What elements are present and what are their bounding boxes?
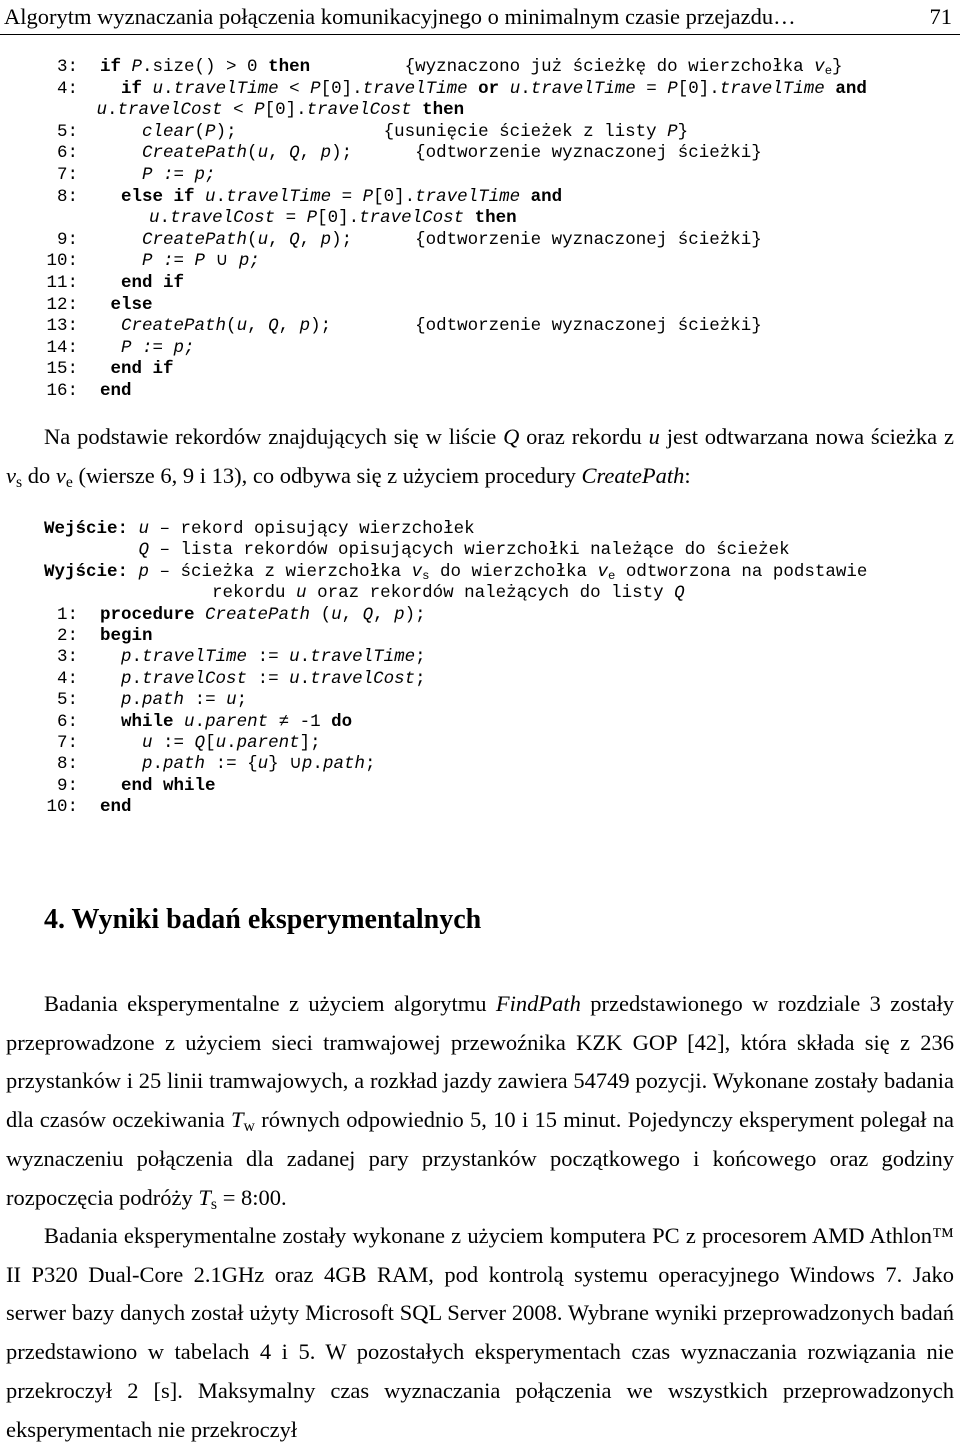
identifier: P [667, 78, 678, 99]
identifier: u [257, 229, 269, 250]
identifier: travelCost [117, 100, 223, 121]
identifier: u [509, 78, 521, 99]
code-text [100, 165, 216, 186]
code-text [100, 712, 352, 733]
code-text [100, 57, 843, 78]
identifier: v [6, 462, 16, 488]
subscript: s [422, 568, 430, 583]
identifier: p [394, 604, 405, 625]
text-run: , [268, 229, 290, 250]
line-number: 6: [56, 143, 78, 164]
subscript: s [210, 1195, 218, 1213]
identifier: p [320, 143, 332, 164]
line-number: 2: [56, 626, 78, 646]
text-run: ); {odtworzenie wyznaczonej ścieżki} [310, 316, 762, 337]
text-run: – lista rekordów opisujących wierzchołki należące do ścieżek [149, 540, 790, 561]
identifier: clear [142, 121, 195, 142]
line-number: 8: [56, 186, 78, 207]
identifier: u [236, 316, 248, 337]
identifier: T [231, 1107, 244, 1133]
code-text [100, 295, 153, 316]
identifier: u [648, 424, 660, 449]
text-run [100, 251, 142, 271]
identifier: CreatePath [581, 462, 685, 488]
identifier: travelTime [719, 78, 825, 99]
text-run [44, 208, 149, 228]
keyword: end [100, 797, 132, 818]
line-number: 6: [56, 711, 78, 732]
identifier: p [138, 561, 150, 582]
identifier: Q [503, 424, 520, 449]
running-header [0, 0, 960, 35]
text-run [100, 690, 121, 710]
text-run: . [131, 668, 143, 689]
identifier: u [226, 690, 237, 711]
text-run: : [684, 462, 691, 488]
text-run [100, 122, 142, 142]
text-run [100, 359, 111, 379]
keyword: and [520, 186, 563, 207]
identifier: p; [238, 251, 260, 272]
code-text [100, 690, 247, 711]
text-run: ≠ -1 [268, 711, 332, 732]
keyword: begin [100, 626, 153, 646]
line-number: 7: [56, 733, 78, 753]
identifier: u [296, 583, 307, 604]
identifier: p [121, 668, 132, 689]
text-run: := [247, 647, 290, 668]
identifier: Q [362, 604, 374, 625]
text-run: [ [205, 733, 216, 753]
line-number: 10: [46, 797, 78, 818]
text-run: ( [247, 229, 258, 250]
identifier: v [55, 462, 66, 488]
code-text [100, 316, 762, 337]
keyword: end if [110, 359, 174, 380]
text-run: = [635, 78, 668, 99]
text-run [100, 273, 121, 293]
identifier: travelCost [306, 100, 412, 121]
identifier: parent [236, 733, 300, 753]
text-run: ; [415, 647, 426, 668]
identifier: u [289, 647, 300, 668]
text-run: ( [226, 316, 237, 337]
text-run: [0]. [373, 186, 416, 207]
identifier: u [138, 519, 150, 539]
text-run: równych odpowiednio 5, 10 i 15 minut. Pojedynczy eksperyment polegał na wyznaczeniu połączenia dla zadanej pary przystanków początkowego i końcowego oraz godziny rozpoczęcia podróży [6, 1107, 954, 1210]
keyword: then [268, 57, 311, 77]
code-text [100, 273, 184, 294]
text-run: – rekord opisujący wierzchołek [149, 519, 475, 539]
text-run [100, 647, 121, 667]
text-run: ; [364, 754, 376, 775]
identifier: u [205, 186, 216, 207]
identifier: p [299, 316, 311, 337]
text-run: < [222, 100, 255, 121]
text-run: , [341, 604, 363, 625]
text-run: {wyznaczono już ścieżkę do wierzchołka [310, 57, 815, 77]
keyword: else if [121, 186, 206, 207]
identifier: Q [289, 143, 300, 164]
text-run [100, 295, 111, 315]
keyword: else [110, 294, 153, 315]
identifier: v [597, 561, 608, 582]
line-number: 15: [46, 359, 78, 380]
line-number: 4: [56, 78, 78, 99]
text-run: – ścieżka z wierzchołka [149, 561, 412, 582]
identifier: u [142, 733, 153, 753]
identifier: P [310, 78, 321, 99]
identifier: p [320, 229, 332, 250]
line-number: 12: [46, 294, 78, 315]
identifier: Q [194, 733, 206, 753]
text-run: .size() > 0 [142, 57, 269, 77]
identifier: FindPath [495, 991, 581, 1016]
identifier: u [257, 754, 269, 775]
code-text [100, 251, 260, 272]
text-run [100, 776, 121, 796]
text-run: . [159, 208, 171, 229]
text-run: ( [247, 143, 258, 164]
identifier: P [362, 186, 374, 207]
subscript: e [824, 64, 833, 79]
identifier: p [121, 647, 132, 668]
paragraph-createpath-intro [6, 418, 954, 495]
text-run [100, 187, 121, 207]
identifier: parent [205, 711, 269, 732]
keyword: do [331, 711, 353, 732]
identifier: T [198, 1184, 211, 1210]
identifier: p [121, 690, 132, 711]
text-run [100, 79, 121, 99]
identifier: travelTime [362, 78, 468, 99]
text-run: odtworzona na podstawie [615, 561, 868, 582]
identifier: u [289, 668, 300, 689]
code-text [44, 583, 685, 604]
text-run [100, 669, 121, 689]
paragraph-hardware [6, 1217, 954, 1449]
text-run: ); {odtworzenie wyznaczonej ścieżki} [331, 229, 762, 250]
text-run: . [520, 78, 531, 99]
text-run: . [215, 186, 227, 207]
text-run: := [184, 690, 227, 711]
text-run [100, 165, 142, 185]
line-number: 8: [56, 754, 78, 775]
text-run: ]; [299, 733, 321, 753]
keyword: end [100, 381, 132, 401]
text-run: . [299, 668, 311, 689]
text-run: , [278, 316, 300, 337]
section-heading: 4. Wyniki badań eksperymentalnych [44, 904, 482, 935]
text-run: . [107, 100, 118, 121]
identifier: travelTime [173, 78, 279, 99]
identifier: path [322, 754, 365, 775]
identifier: travelTime [530, 78, 636, 99]
identifier: u [215, 733, 227, 753]
identifier: CreatePath [121, 316, 227, 337]
text-run: jest odtwarzana nowa ścieżka z [659, 424, 954, 449]
text-run [100, 754, 142, 774]
text-run [100, 733, 142, 753]
identifier: Q [138, 540, 150, 561]
text-run: , [299, 143, 321, 164]
code-text [44, 208, 517, 229]
identifier: P [667, 121, 678, 142]
code-text [100, 669, 426, 690]
identifier: CreatePath [142, 229, 248, 250]
text-run: . [226, 733, 237, 753]
code-text [100, 187, 562, 208]
line-number: 13: [46, 316, 78, 337]
line-number: 11: [46, 273, 78, 293]
code-text [100, 338, 195, 359]
line-number: 5: [56, 690, 78, 711]
text-run: przedstawionego w rozdziale 3 zostały przeprowadzone z użyciem sieci tramwajowej przewoźnika KZK GOP [42], która składa się z 236 przystanków i 25 linii tramwajowych, a rozkład jazdy zawiera 54749 pozycji. Wykonane zostały badania dla czasów oczekiwania [6, 991, 954, 1133]
identifier: CreatePath [205, 604, 311, 625]
code-text [100, 143, 762, 164]
identifier: v [411, 561, 423, 582]
text-run: ( [194, 121, 206, 142]
subscript: e [65, 473, 73, 491]
identifier: P := P [142, 251, 206, 272]
identifier: travelCost [170, 208, 276, 229]
text-run: rekordu [44, 583, 297, 604]
code-text [44, 562, 867, 583]
identifier: travelCost [359, 208, 465, 229]
keyword: end while [121, 775, 216, 796]
identifier: p [142, 754, 153, 775]
identifier: p [301, 754, 313, 775]
identifier: u [96, 100, 108, 121]
code-text [100, 605, 426, 626]
text-run: ; [236, 690, 248, 711]
text-run: Badania eksperymentalne z użyciem algorytmu [44, 991, 496, 1016]
text-run: = [275, 208, 307, 229]
code-text [100, 230, 762, 251]
text-run: . [152, 754, 164, 775]
code-text [100, 733, 321, 754]
identifier: u [331, 604, 342, 625]
text-run: oraz rekordu [519, 424, 649, 449]
identifier: travelTime [226, 186, 332, 207]
code-text [44, 100, 464, 121]
text-run: < [278, 78, 311, 99]
text-run [44, 540, 139, 560]
identifier: u [149, 208, 160, 229]
text-run: . [163, 78, 174, 99]
keyword: then [411, 100, 465, 121]
identifier: u [184, 711, 195, 732]
text-run: [0]. [264, 100, 307, 121]
identifier: P [131, 57, 143, 77]
identifier: CreatePath [142, 143, 248, 164]
code-text [100, 79, 867, 100]
text-run: . [194, 711, 206, 732]
code-text [100, 626, 153, 647]
text-run: ); {odtworzenie wyznaczonej ścieżki} [331, 143, 762, 164]
line-number: 4: [56, 668, 78, 689]
identifier: u [257, 143, 269, 164]
text-run: do [22, 462, 56, 488]
text-run: , [247, 316, 269, 337]
identifier: P [254, 100, 265, 121]
keyword: if [121, 78, 153, 99]
code-text [44, 540, 790, 561]
text-run [44, 100, 97, 120]
text-run: = [331, 186, 363, 207]
paragraph-experiments [6, 985, 954, 1217]
identifier: Q [674, 583, 685, 604]
identifier: path [163, 754, 206, 775]
text-run: ); [404, 604, 426, 625]
line-number: 3: [56, 57, 78, 77]
identifier: P := p; [121, 337, 195, 358]
text-run [100, 230, 142, 250]
text-run: [0]. [320, 78, 363, 99]
code-text [100, 381, 132, 402]
keyword: Wyjście: [44, 561, 139, 582]
text-run: oraz rekordów należących do listy [306, 583, 675, 604]
identifier: travelTime [415, 186, 521, 207]
text-run: } ∪ [268, 754, 302, 775]
text-run: , [299, 229, 321, 250]
code-text [100, 754, 375, 775]
identifier: travelTime [310, 647, 416, 668]
code-text [100, 647, 426, 668]
line-number: 1: [56, 604, 78, 625]
text-run: := [152, 733, 195, 753]
code-text [100, 776, 216, 797]
identifier: Q [289, 229, 300, 250]
running-title: Algorytm wyznaczania połączenia komunikacyjnego o minimalnym czasie przejazdu… [4, 4, 796, 29]
text-run: := { [205, 754, 258, 775]
text-run: do wierzchołka [429, 561, 598, 582]
text-run: } [677, 121, 689, 142]
identifier: P [306, 208, 318, 229]
text-run [100, 338, 121, 358]
text-run: [0]. [317, 208, 360, 229]
keyword: then [464, 208, 517, 229]
line-number: 14: [46, 337, 78, 358]
text-run: Badania eksperymentalne zostały wykonane z użyciem komputera PC z procesorem AMD Athlon™ II P320 Dual-Core 2.1GHz oraz 4GB RAM, pod kontrolą systemu operacyjnego Windows 7. Jako serwer bazy danych został użyty Microsoft SQL Server 2008. Wybrane wyniki przeprowadzonych badań przedstawiono w tabelach 4 i 5. W pozostałych eksperymentach czas wyznaczania rozwiązania nie przekroczył 2 [s]. Maksymalny czas wyznaczania połączenia we wszystkich przeprowadzonych eksperymentach nie przekroczył [6, 1223, 954, 1442]
text-run: , [268, 143, 290, 164]
identifier: u [152, 78, 164, 99]
code-text [100, 122, 688, 143]
code-text [100, 359, 174, 380]
line-number: 9: [56, 775, 78, 796]
code-text [100, 797, 132, 818]
line-number: 16: [46, 381, 78, 401]
text-run: . [299, 647, 311, 668]
text-run: , [373, 604, 395, 625]
text-run: Na podstawie rekordów znajdujących się w liście [44, 424, 504, 449]
text-run: ); {usunięcie ścieżek z listy [215, 121, 668, 142]
subscript: s [16, 473, 23, 491]
keyword: or [467, 78, 510, 99]
line-number: 7: [56, 165, 78, 185]
text-run: = 8:00. [217, 1184, 287, 1210]
keyword: while [121, 711, 185, 732]
keyword: end if [121, 273, 185, 293]
text-run: (wiersze 6, 9 i 13), co odbywa się z użyciem procedury [72, 462, 582, 488]
identifier: P [205, 121, 216, 142]
line-number: 5: [56, 121, 78, 142]
text-run: ; [415, 668, 426, 689]
subscript: w [243, 1118, 255, 1136]
text-run: ( [310, 604, 332, 625]
code-text [44, 519, 475, 540]
text-run: := [247, 668, 290, 689]
identifier: travelTime [142, 647, 248, 668]
identifier: v [814, 57, 825, 77]
identifier: travelCost [310, 668, 416, 689]
line-number: 10: [46, 251, 78, 272]
text-run [100, 712, 121, 732]
keyword: and [824, 78, 867, 99]
text-run: . [131, 647, 143, 668]
text-run: . [131, 690, 143, 711]
identifier: Q [268, 316, 279, 337]
keyword: procedure [100, 604, 206, 625]
text-run: ∪ [205, 251, 239, 272]
identifier: travelCost [142, 668, 248, 689]
text-run [100, 316, 121, 336]
identifier: path [142, 690, 185, 711]
page-number: 71 [929, 4, 952, 29]
keyword: Wejście: [44, 519, 139, 539]
text-run: } [832, 57, 843, 77]
line-number: 3: [56, 647, 78, 668]
keyword: if [100, 57, 132, 77]
text-run: . [312, 754, 323, 775]
identifier: P := p; [142, 165, 216, 185]
text-run: [0]. [677, 78, 720, 99]
text-run [100, 143, 142, 163]
subscript: e [608, 568, 616, 583]
line-number: 9: [56, 229, 78, 250]
